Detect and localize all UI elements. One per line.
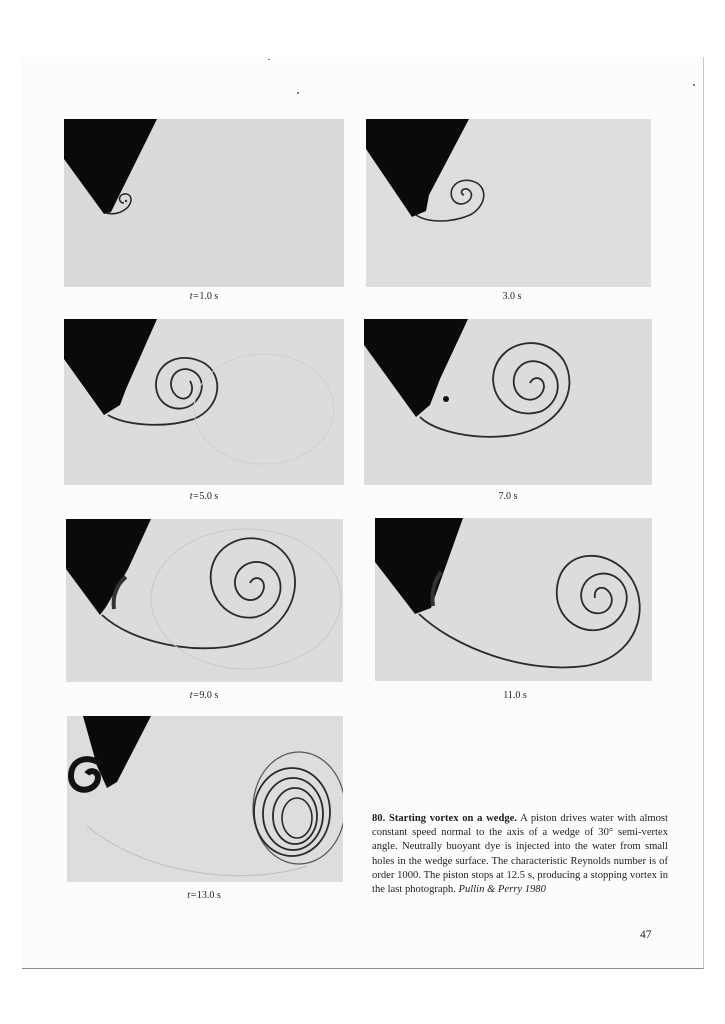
figure-body: A piston drives water with almost constant speed normal to the axis of a wedge of 30° semi-vertex angle. Neutrally buoyant dye is injected into the water from small holes in the wedge surface. The characteristic Reynolds number is of order 1000. The piston stops at 12.5 s, producing a stopping vortex in the last photograph. [372,813,668,896]
photo-t5 [64,319,344,485]
vortex-photo-6 [375,518,652,681]
photo-caption-t9: t=9.0 s [189,690,219,701]
vortex-photo-7 [67,716,343,882]
scan-speck [693,84,695,86]
photo-caption-t11: 11.0 s [503,690,527,701]
figure-citation: Pullin & Perry 1980 [458,884,546,896]
photo-t1 [64,119,344,287]
vortex-photo-5 [66,519,343,682]
photo-caption-t13: t=13.0 s [187,890,221,901]
page-number: 47 [640,929,652,941]
scan-speck [268,59,270,60]
photo-caption-t7: 7.0 s [498,491,518,502]
vortex-photo-4 [364,319,652,485]
vortex-photo-1 [64,119,344,287]
photo-caption-t5: t=5.0 s [189,491,219,502]
figure-title: Starting vortex on a wedge. [388,813,517,824]
photo-t7 [364,319,652,485]
vortex-photo-2 [366,119,651,287]
photo-t3 [366,119,651,287]
photo-t13 [67,716,343,882]
photo-caption-t1: t=1.0 s [189,291,219,302]
photo-caption-t3: 3.0 s [502,291,522,302]
figure-description [372,812,668,897]
vortex-photo-3 [64,319,344,485]
figure-number: 80. [372,813,386,824]
scan-speck [297,92,299,94]
photo-t11 [375,518,652,681]
photo-t9 [66,519,343,682]
